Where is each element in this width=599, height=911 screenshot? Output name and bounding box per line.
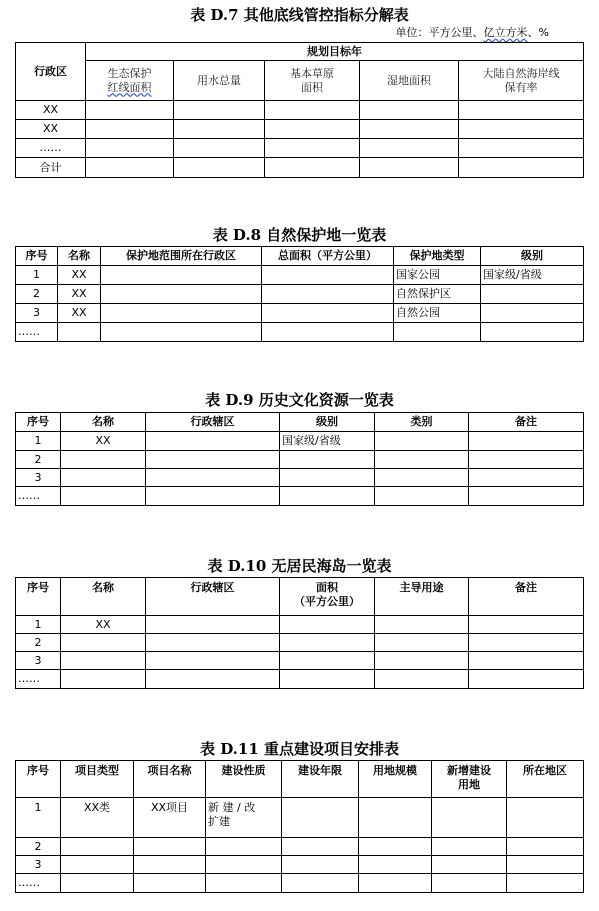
table-row: 2 XX 自然保护区: [16, 285, 584, 304]
d10-col-use: 主导用途: [375, 578, 469, 616]
d9-col-category: 类别: [375, 413, 469, 432]
table-row: 1 XX 国家级/省级: [16, 432, 584, 451]
d9-col-region: 行政辖区: [146, 413, 280, 432]
d8-col-area: 总面积（平方公里）: [262, 247, 394, 266]
table-d8: [15, 246, 584, 342]
table-row: 合计: [16, 158, 584, 178]
d9-col-level: 级别: [280, 413, 375, 432]
d11-col-years: 建设年限: [282, 761, 359, 798]
d9-col-note: 备注: [469, 413, 584, 432]
d9-col-no: 序号: [16, 413, 61, 432]
table-row: ……: [16, 670, 584, 689]
d11-col-type: 项目类型: [61, 761, 134, 798]
table-row: 3 XX 自然公园: [16, 304, 584, 323]
d10-col-no: 序号: [16, 578, 61, 616]
table-row: 2: [16, 838, 584, 856]
d11-col-nature: 建设性质: [206, 761, 282, 798]
table-row: ……: [16, 874, 584, 893]
table-row: 1 XX 国家公园 国家级/省级: [16, 266, 584, 285]
table-d11-title: 表 D.11 重点建设项目安排表: [199, 740, 399, 758]
d8-col-type: 保护地类型: [394, 247, 481, 266]
d8-col-name: 名称: [58, 247, 101, 266]
table-d7: [15, 42, 584, 178]
d8-col-no: 序号: [16, 247, 58, 266]
d7-col-eco: 生态保护 红线面积: [86, 61, 174, 101]
table-row: XX: [16, 101, 584, 120]
table-row: 3: [16, 652, 584, 670]
table-d10-title: 表 D.10 无居民海岛一览表: [207, 557, 392, 575]
table-row: 2: [16, 634, 584, 652]
table-d9: [15, 412, 584, 506]
d11-col-scale: 用地规模: [359, 761, 432, 798]
table-row: XX: [16, 120, 584, 139]
table-row: ……: [16, 139, 584, 158]
d11-col-no: 序号: [16, 761, 61, 798]
table-row: 1 XX类 XX项目 新 建 / 改 扩建: [16, 798, 584, 838]
d11-col-new-land: 新增建设 用地: [432, 761, 507, 798]
d7-col-grass: 基本草原 面积: [265, 61, 360, 101]
table-row: ……: [16, 487, 584, 506]
d11-col-name: 项目名称: [134, 761, 206, 798]
d8-col-level: 级别: [481, 247, 584, 266]
d10-col-name: 名称: [61, 578, 146, 616]
d7-col-wetland: 湿地面积: [360, 61, 459, 101]
d8-col-region: 保护地范围所在行政区: [101, 247, 262, 266]
d10-col-note: 备注: [469, 578, 584, 616]
d10-col-region: 行政辖区: [146, 578, 280, 616]
d10-col-area: 面积 （平方公里）: [280, 578, 375, 616]
table-row: 2: [16, 451, 584, 469]
table-d10: [15, 577, 584, 689]
table-d11: [15, 760, 584, 893]
table-d9-title: 表 D.9 历史文化资源一览表: [205, 391, 394, 409]
d7-col-region: 行政区: [16, 43, 86, 101]
d7-col-water: 用水总量: [174, 61, 265, 101]
table-row: ……: [16, 323, 584, 342]
table-d8-title: 表 D.8 自然保护地一览表: [212, 226, 387, 244]
d7-col-coast: 大陆自然海岸线 保有率: [459, 61, 584, 101]
table-row: 3: [16, 469, 584, 487]
d11-col-area: 所在地区: [507, 761, 584, 798]
table-d7-unit: 单位：平方公里、亿立方米、%: [395, 26, 549, 39]
d7-col-group: 规划目标年: [86, 43, 584, 61]
table-row: 1 XX: [16, 616, 584, 634]
table-row: 3: [16, 856, 584, 874]
table-d7-title: 表 D.7 其他底线管控指标分解表: [190, 6, 409, 24]
d9-col-name: 名称: [61, 413, 146, 432]
